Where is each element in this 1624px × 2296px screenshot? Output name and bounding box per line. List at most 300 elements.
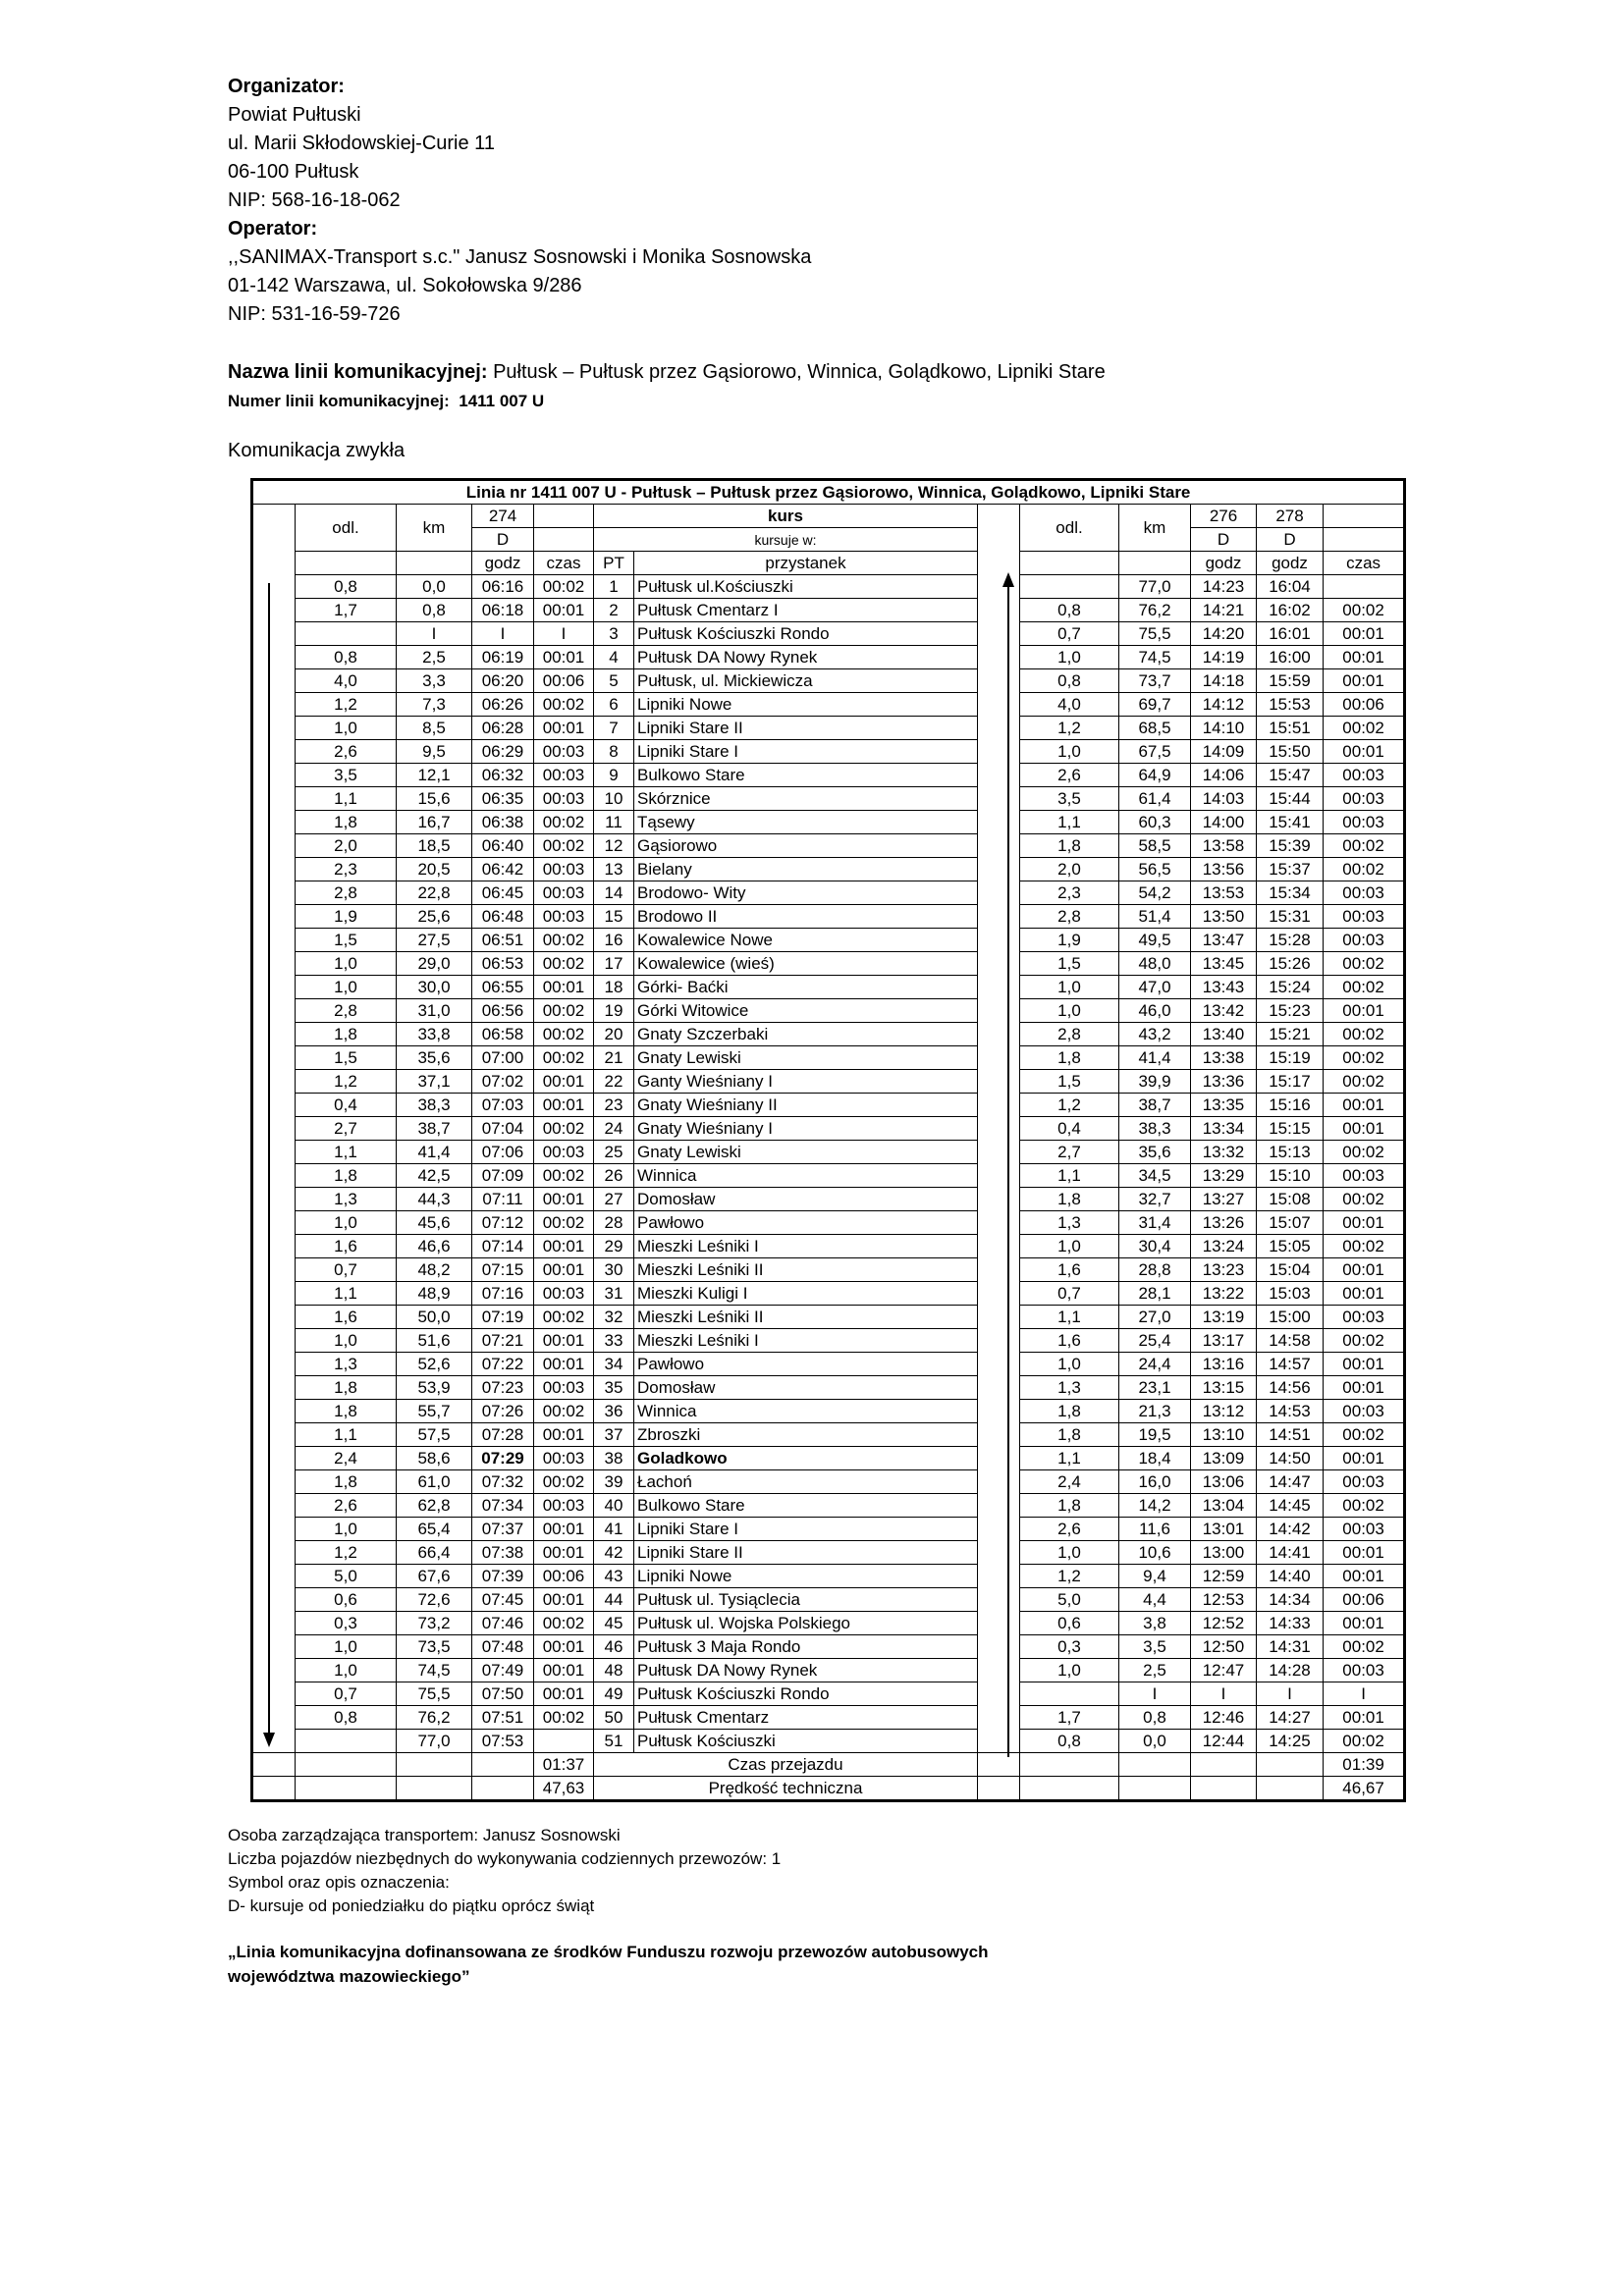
odl-right: 1,5 bbox=[1020, 952, 1119, 976]
odl-right: 1,2 bbox=[1020, 1094, 1119, 1117]
km-right: 49,5 bbox=[1119, 929, 1191, 952]
col-godz-left: godz bbox=[472, 552, 534, 575]
km-left: 38,3 bbox=[397, 1094, 472, 1117]
arrow-cell bbox=[252, 1518, 296, 1541]
odl-right: 1,2 bbox=[1020, 717, 1119, 740]
km-left: 16,7 bbox=[397, 811, 472, 834]
godz-276: 13:29 bbox=[1191, 1164, 1257, 1188]
czas-right: 00:03 bbox=[1324, 764, 1405, 787]
czas-left: 00:01 bbox=[534, 976, 594, 999]
godz-278: 15:00 bbox=[1257, 1306, 1324, 1329]
pt-number: 18 bbox=[594, 976, 634, 999]
godz-274: 06:56 bbox=[472, 999, 534, 1023]
km-right: 21,3 bbox=[1119, 1400, 1191, 1423]
arrow-cell bbox=[252, 764, 296, 787]
godz-274: 07:26 bbox=[472, 1400, 534, 1423]
stop-name: Gnaty Szczerbaki bbox=[634, 1023, 978, 1046]
stop-name: Zbroszki bbox=[634, 1423, 978, 1447]
travel-time-right: 01:39 bbox=[1324, 1753, 1405, 1777]
stop-name: Mieszki Kuligi I bbox=[634, 1282, 978, 1306]
stop-name: Lipniki Stare I bbox=[634, 1518, 978, 1541]
godz-278: 14:42 bbox=[1257, 1518, 1324, 1541]
arrow-cell bbox=[252, 1282, 296, 1306]
odl-left: 1,8 bbox=[296, 811, 397, 834]
stop-name: Goladkowo bbox=[634, 1447, 978, 1470]
czas-right: 00:01 bbox=[1324, 1258, 1405, 1282]
godz-274: 06:40 bbox=[472, 834, 534, 858]
czas-left: 00:01 bbox=[534, 1518, 594, 1541]
godz-276: 13:22 bbox=[1191, 1282, 1257, 1306]
czas-left: 00:03 bbox=[534, 881, 594, 905]
odl-right: 2,3 bbox=[1020, 881, 1119, 905]
stop-name: Lipniki Nowe bbox=[634, 693, 978, 717]
czas-right: 00:02 bbox=[1324, 834, 1405, 858]
km-left: 9,5 bbox=[397, 740, 472, 764]
pt-number: 17 bbox=[594, 952, 634, 976]
arrow-cell bbox=[978, 834, 1020, 858]
odl-right: 1,1 bbox=[1020, 1447, 1119, 1470]
godz-276: 14:23 bbox=[1191, 575, 1257, 599]
odl-right: 0,8 bbox=[1020, 669, 1119, 693]
pt-number: 29 bbox=[594, 1235, 634, 1258]
table-row bbox=[252, 764, 1405, 787]
arrow-cell bbox=[978, 1470, 1020, 1494]
godz-274: 06:51 bbox=[472, 929, 534, 952]
table-row bbox=[252, 1376, 1405, 1400]
czas-left: 00:01 bbox=[534, 717, 594, 740]
godz-274: 06:48 bbox=[472, 905, 534, 929]
odl-left: 1,2 bbox=[296, 1541, 397, 1565]
czas-left: 00:01 bbox=[534, 599, 594, 622]
km-left: 8,5 bbox=[397, 717, 472, 740]
col-godz-276: godz bbox=[1191, 552, 1257, 575]
czas-left: 00:02 bbox=[534, 999, 594, 1023]
km-right: 60,3 bbox=[1119, 811, 1191, 834]
col-czas-right: czas bbox=[1324, 552, 1405, 575]
km-right: 9,4 bbox=[1119, 1565, 1191, 1588]
czas-left: 00:03 bbox=[534, 1447, 594, 1470]
timetable-title: Linia nr 1411 007 U - Pułtusk – Pułtusk przez Gąsiorowo, Winnica, Golądkowo, Lipniki Stare bbox=[252, 480, 1405, 505]
table-row bbox=[252, 1541, 1405, 1565]
czas-left: 00:02 bbox=[534, 834, 594, 858]
footer-line: Osoba zarządzająca transportem: Janusz Sosnowski bbox=[228, 1826, 621, 1844]
km-left: 20,5 bbox=[397, 858, 472, 881]
czas-left: 00:01 bbox=[534, 1353, 594, 1376]
km-right: 35,6 bbox=[1119, 1141, 1191, 1164]
godz-276: 13:38 bbox=[1191, 1046, 1257, 1070]
odl-right: 2,8 bbox=[1020, 905, 1119, 929]
czas-right: 00:03 bbox=[1324, 905, 1405, 929]
days-276: D bbox=[1191, 528, 1257, 552]
arrow-cell bbox=[978, 1682, 1020, 1706]
organizer-line: ul. Marii Skłodowskiej-Curie 11 bbox=[228, 133, 495, 154]
days-274: D bbox=[472, 528, 534, 552]
czas-left: 00:03 bbox=[534, 858, 594, 881]
arrow-cell bbox=[252, 1400, 296, 1423]
stop-name: Bulkowo Stare bbox=[634, 1494, 978, 1518]
godz-276: 13:12 bbox=[1191, 1400, 1257, 1423]
godz-274: 06:26 bbox=[472, 693, 534, 717]
km-left: 48,2 bbox=[397, 1258, 472, 1282]
czas-left: 00:02 bbox=[534, 929, 594, 952]
arrow-cell bbox=[978, 905, 1020, 929]
godz-274: 07:09 bbox=[472, 1164, 534, 1188]
table-row bbox=[252, 717, 1405, 740]
odl-right: 1,0 bbox=[1020, 1659, 1119, 1682]
czas-right: 00:01 bbox=[1324, 1211, 1405, 1235]
odl-left: 4,0 bbox=[296, 669, 397, 693]
course-276: 276 bbox=[1191, 505, 1257, 528]
godz-274: I bbox=[472, 622, 534, 646]
odl-left: 2,4 bbox=[296, 1447, 397, 1470]
pt-number: 34 bbox=[594, 1353, 634, 1376]
czas-left: 00:02 bbox=[534, 575, 594, 599]
arrow-cell bbox=[978, 1706, 1020, 1730]
pt-number: 49 bbox=[594, 1682, 634, 1706]
odl-left: 1,8 bbox=[296, 1164, 397, 1188]
odl-left: 1,0 bbox=[296, 1211, 397, 1235]
table-row bbox=[252, 1141, 1405, 1164]
odl-left: 2,3 bbox=[296, 858, 397, 881]
stop-name: Ganty Wieśniany I bbox=[634, 1070, 978, 1094]
odl-right: 1,0 bbox=[1020, 976, 1119, 999]
godz-274: 06:20 bbox=[472, 669, 534, 693]
odl-right: 1,0 bbox=[1020, 999, 1119, 1023]
godz-274: 06:58 bbox=[472, 1023, 534, 1046]
odl-right: 1,8 bbox=[1020, 1400, 1119, 1423]
godz-274: 07:11 bbox=[472, 1188, 534, 1211]
odl-right: 2,8 bbox=[1020, 1023, 1119, 1046]
stop-name: Pułtusk ul.Kościuszki bbox=[634, 575, 978, 599]
arrow-cell bbox=[252, 976, 296, 999]
godz-278: I bbox=[1257, 1682, 1324, 1706]
km-left: 55,7 bbox=[397, 1400, 472, 1423]
czas-left: 00:02 bbox=[534, 1117, 594, 1141]
godz-276: 13:00 bbox=[1191, 1541, 1257, 1565]
godz-278: 15:34 bbox=[1257, 881, 1324, 905]
arrow-cell bbox=[252, 1353, 296, 1376]
odl-right: 0,4 bbox=[1020, 1117, 1119, 1141]
godz-274: 06:38 bbox=[472, 811, 534, 834]
arrow-cell bbox=[252, 1447, 296, 1470]
godz-274: 07:16 bbox=[472, 1282, 534, 1306]
godz-276: 13:04 bbox=[1191, 1494, 1257, 1518]
godz-278: 15:16 bbox=[1257, 1094, 1324, 1117]
godz-278: 15:03 bbox=[1257, 1282, 1324, 1306]
godz-278: 14:51 bbox=[1257, 1423, 1324, 1447]
km-right: 0,8 bbox=[1119, 1706, 1191, 1730]
odl-left: 0,8 bbox=[296, 646, 397, 669]
arrow-cell bbox=[252, 1188, 296, 1211]
pt-number: 26 bbox=[594, 1164, 634, 1188]
km-right: 3,8 bbox=[1119, 1612, 1191, 1635]
godz-276: 13:34 bbox=[1191, 1117, 1257, 1141]
km-left: 3,3 bbox=[397, 669, 472, 693]
godz-276: 13:24 bbox=[1191, 1235, 1257, 1258]
arrow-cell bbox=[978, 1141, 1020, 1164]
km-right: 67,5 bbox=[1119, 740, 1191, 764]
czas-left: 00:06 bbox=[534, 669, 594, 693]
odl-left: 1,0 bbox=[296, 976, 397, 999]
czas-left: I bbox=[534, 622, 594, 646]
arrow-cell bbox=[978, 1565, 1020, 1588]
czas-right: 00:01 bbox=[1324, 646, 1405, 669]
odl-left: 0,7 bbox=[296, 1258, 397, 1282]
godz-276: 13:01 bbox=[1191, 1518, 1257, 1541]
arrow-cell bbox=[252, 669, 296, 693]
km-left: 67,6 bbox=[397, 1565, 472, 1588]
stop-name: Kowalewice Nowe bbox=[634, 929, 978, 952]
czas-right: 00:01 bbox=[1324, 1565, 1405, 1588]
arrow-cell bbox=[252, 1046, 296, 1070]
table-row bbox=[252, 811, 1405, 834]
godz-278: 14:33 bbox=[1257, 1612, 1324, 1635]
table-row bbox=[252, 929, 1405, 952]
km-left: 48,9 bbox=[397, 1282, 472, 1306]
godz-274: 07:06 bbox=[472, 1141, 534, 1164]
odl-left: 2,7 bbox=[296, 1117, 397, 1141]
godz-274: 07:00 bbox=[472, 1046, 534, 1070]
arrow-cell bbox=[978, 999, 1020, 1023]
godz-276: 12:52 bbox=[1191, 1612, 1257, 1635]
odl-right: 0,6 bbox=[1020, 1612, 1119, 1635]
arrow-cell bbox=[252, 1730, 296, 1753]
godz-276: 14:03 bbox=[1191, 787, 1257, 811]
course-278: 278 bbox=[1257, 505, 1324, 528]
godz-274: 06:18 bbox=[472, 599, 534, 622]
km-right: 32,7 bbox=[1119, 1188, 1191, 1211]
odl-left: 1,1 bbox=[296, 1141, 397, 1164]
arrow-cell bbox=[252, 858, 296, 881]
km-left: 76,2 bbox=[397, 1706, 472, 1730]
col-pt: PT bbox=[594, 552, 634, 575]
odl-right: 0,3 bbox=[1020, 1635, 1119, 1659]
arrow-cell bbox=[978, 1730, 1020, 1753]
pt-number: 7 bbox=[594, 717, 634, 740]
godz-278: 14:25 bbox=[1257, 1730, 1324, 1753]
km-left: 0,8 bbox=[397, 599, 472, 622]
godz-278: 14:58 bbox=[1257, 1329, 1324, 1353]
speed-left: 47,63 bbox=[534, 1777, 594, 1801]
czas-right: 00:03 bbox=[1324, 1400, 1405, 1423]
godz-276: 13:43 bbox=[1191, 976, 1257, 999]
arrow-cell bbox=[978, 1447, 1020, 1470]
communication-type: Komunikacja zwykła bbox=[228, 440, 406, 461]
pt-number: 22 bbox=[594, 1070, 634, 1094]
arrow-cell bbox=[978, 1518, 1020, 1541]
godz-276: 13:35 bbox=[1191, 1094, 1257, 1117]
godz-274: 07:34 bbox=[472, 1494, 534, 1518]
odl-left: 5,0 bbox=[296, 1565, 397, 1588]
stop-name: Pułtusk, ul. Mickiewicza bbox=[634, 669, 978, 693]
table-row bbox=[252, 1306, 1405, 1329]
arrow-cell bbox=[252, 1141, 296, 1164]
czas-left: 00:03 bbox=[534, 764, 594, 787]
czas-right bbox=[1324, 575, 1405, 599]
table-row bbox=[252, 858, 1405, 881]
header-row-1 bbox=[252, 505, 1405, 528]
stop-name: Pawłowo bbox=[634, 1211, 978, 1235]
godz-278: 16:04 bbox=[1257, 575, 1324, 599]
odl-right bbox=[1020, 1682, 1119, 1706]
km-right: 27,0 bbox=[1119, 1306, 1191, 1329]
funding-note-line: „Linia komunikacyjna dofinansowana ze środków Funduszu rozwoju przewozów autobusowych bbox=[228, 1943, 989, 1961]
operator-line: 01-142 Warszawa, ul. Sokołowska 9/286 bbox=[228, 275, 582, 296]
km-right: 30,4 bbox=[1119, 1235, 1191, 1258]
arrow-cell bbox=[978, 1329, 1020, 1353]
czas-left: 00:02 bbox=[534, 1211, 594, 1235]
godz-276: 14:12 bbox=[1191, 693, 1257, 717]
stop-name: Pułtusk Kościuszki Rondo bbox=[634, 1682, 978, 1706]
pt-number: 19 bbox=[594, 999, 634, 1023]
czas-right: 00:02 bbox=[1324, 1635, 1405, 1659]
godz-276: 14:00 bbox=[1191, 811, 1257, 834]
table-row bbox=[252, 1329, 1405, 1353]
arrow-cell bbox=[252, 1211, 296, 1235]
godz-274: 07:12 bbox=[472, 1211, 534, 1235]
pt-number: 3 bbox=[594, 622, 634, 646]
czas-right: I bbox=[1324, 1682, 1405, 1706]
czas-left: 00:01 bbox=[534, 1423, 594, 1447]
czas-right: 00:01 bbox=[1324, 1447, 1405, 1470]
km-left: 57,5 bbox=[397, 1423, 472, 1447]
odl-right: 0,8 bbox=[1020, 1730, 1119, 1753]
table-row bbox=[252, 1423, 1405, 1447]
arrow-cell bbox=[978, 1376, 1020, 1400]
footer-line: D- kursuje od poniedziałku do piątku oprócz świąt bbox=[228, 1896, 595, 1915]
odl-left bbox=[296, 1730, 397, 1753]
km-left: 22,8 bbox=[397, 881, 472, 905]
godz-278: 15:59 bbox=[1257, 669, 1324, 693]
godz-278: 15:19 bbox=[1257, 1046, 1324, 1070]
godz-278: 14:28 bbox=[1257, 1659, 1324, 1682]
stop-name: Pułtusk ul. Tysiąclecia bbox=[634, 1588, 978, 1612]
odl-right: 1,9 bbox=[1020, 929, 1119, 952]
godz-274: 07:32 bbox=[472, 1470, 534, 1494]
table-row bbox=[252, 599, 1405, 622]
czas-right: 00:03 bbox=[1324, 1470, 1405, 1494]
table-row bbox=[252, 740, 1405, 764]
arrow-cell bbox=[978, 1306, 1020, 1329]
table-row bbox=[252, 1070, 1405, 1094]
stop-name: Pułtusk DA Nowy Rynek bbox=[634, 646, 978, 669]
stop-name: Pułtusk DA Nowy Rynek bbox=[634, 1659, 978, 1682]
czas-right: 00:03 bbox=[1324, 811, 1405, 834]
czas-right: 00:03 bbox=[1324, 929, 1405, 952]
godz-276: 12:53 bbox=[1191, 1588, 1257, 1612]
godz-274: 06:42 bbox=[472, 858, 534, 881]
km-right: 0,0 bbox=[1119, 1730, 1191, 1753]
table-row bbox=[252, 646, 1405, 669]
stop-name: Pułtusk Cmentarz I bbox=[634, 599, 978, 622]
organizer-line: 06-100 Pułtusk bbox=[228, 161, 359, 183]
stop-name: Gnaty Wieśniany I bbox=[634, 1117, 978, 1141]
czas-left: 00:02 bbox=[534, 1470, 594, 1494]
travel-time-label: Czas przejazdu bbox=[594, 1753, 978, 1777]
godz-278: 14:50 bbox=[1257, 1447, 1324, 1470]
czas-left: 00:03 bbox=[534, 1282, 594, 1306]
km-right: 2,5 bbox=[1119, 1659, 1191, 1682]
stop-name: Gąsiorowo bbox=[634, 834, 978, 858]
czas-left: 00:02 bbox=[534, 1046, 594, 1070]
godz-278: 14:40 bbox=[1257, 1565, 1324, 1588]
km-right: 16,0 bbox=[1119, 1470, 1191, 1494]
godz-278: 15:37 bbox=[1257, 858, 1324, 881]
arrow-cell bbox=[252, 1376, 296, 1400]
odl-left: 2,6 bbox=[296, 1494, 397, 1518]
operator-line: NIP: 531-16-59-726 bbox=[228, 303, 401, 325]
pt-number: 33 bbox=[594, 1329, 634, 1353]
pt-number: 48 bbox=[594, 1659, 634, 1682]
czas-right: 00:01 bbox=[1324, 1353, 1405, 1376]
km-right: 46,0 bbox=[1119, 999, 1191, 1023]
arrow-cell bbox=[978, 1423, 1020, 1447]
stop-name: Pułtusk Cmentarz bbox=[634, 1706, 978, 1730]
stop-name: Tąsewy bbox=[634, 811, 978, 834]
odl-right: 1,2 bbox=[1020, 1565, 1119, 1588]
odl-right: 2,6 bbox=[1020, 764, 1119, 787]
czas-right: 00:01 bbox=[1324, 622, 1405, 646]
czas-right: 00:03 bbox=[1324, 787, 1405, 811]
arrow-cell bbox=[252, 1682, 296, 1706]
odl-right: 1,0 bbox=[1020, 646, 1119, 669]
stop-name: Mieszki Leśniki II bbox=[634, 1306, 978, 1329]
odl-left: 2,8 bbox=[296, 881, 397, 905]
km-left: 51,6 bbox=[397, 1329, 472, 1353]
stop-name: Winnica bbox=[634, 1400, 978, 1423]
km-right: 39,9 bbox=[1119, 1070, 1191, 1094]
arrow-cell bbox=[252, 881, 296, 905]
km-left: 65,4 bbox=[397, 1518, 472, 1541]
funding-note bbox=[228, 1940, 1504, 1989]
odl-right: 1,1 bbox=[1020, 1306, 1119, 1329]
pt-number: 51 bbox=[594, 1730, 634, 1753]
godz-276: 12:59 bbox=[1191, 1565, 1257, 1588]
godz-274: 06:29 bbox=[472, 740, 534, 764]
pt-number: 25 bbox=[594, 1141, 634, 1164]
speed-label: Prędkość techniczna bbox=[594, 1777, 978, 1801]
km-left: 72,6 bbox=[397, 1588, 472, 1612]
km-right: 38,3 bbox=[1119, 1117, 1191, 1141]
pt-number: 27 bbox=[594, 1188, 634, 1211]
czas-right: 00:02 bbox=[1324, 599, 1405, 622]
odl-right: 1,0 bbox=[1020, 1541, 1119, 1565]
arrow-cell bbox=[978, 575, 1020, 599]
timetable-title-row bbox=[252, 480, 1405, 505]
odl-right bbox=[1020, 575, 1119, 599]
pt-number: 39 bbox=[594, 1470, 634, 1494]
odl-left: 1,2 bbox=[296, 693, 397, 717]
odl-right: 1,3 bbox=[1020, 1211, 1119, 1235]
godz-276: 13:58 bbox=[1191, 834, 1257, 858]
godz-278: 15:13 bbox=[1257, 1141, 1324, 1164]
line-number-value: 1411 007 U bbox=[459, 392, 545, 410]
czas-left: 00:01 bbox=[534, 1635, 594, 1659]
arrow-cell bbox=[252, 1306, 296, 1329]
km-left: 38,7 bbox=[397, 1117, 472, 1141]
godz-278: 14:34 bbox=[1257, 1588, 1324, 1612]
organizer-line: Powiat Pułtuski bbox=[228, 104, 361, 126]
odl-left: 1,9 bbox=[296, 905, 397, 929]
pt-number: 20 bbox=[594, 1023, 634, 1046]
odl-right: 2,4 bbox=[1020, 1470, 1119, 1494]
arrow-cell bbox=[978, 599, 1020, 622]
godz-278: 15:28 bbox=[1257, 929, 1324, 952]
course-274: 274 bbox=[472, 505, 534, 528]
arrow-cell bbox=[252, 599, 296, 622]
km-left: 35,6 bbox=[397, 1046, 472, 1070]
arrow-cell bbox=[978, 1659, 1020, 1682]
